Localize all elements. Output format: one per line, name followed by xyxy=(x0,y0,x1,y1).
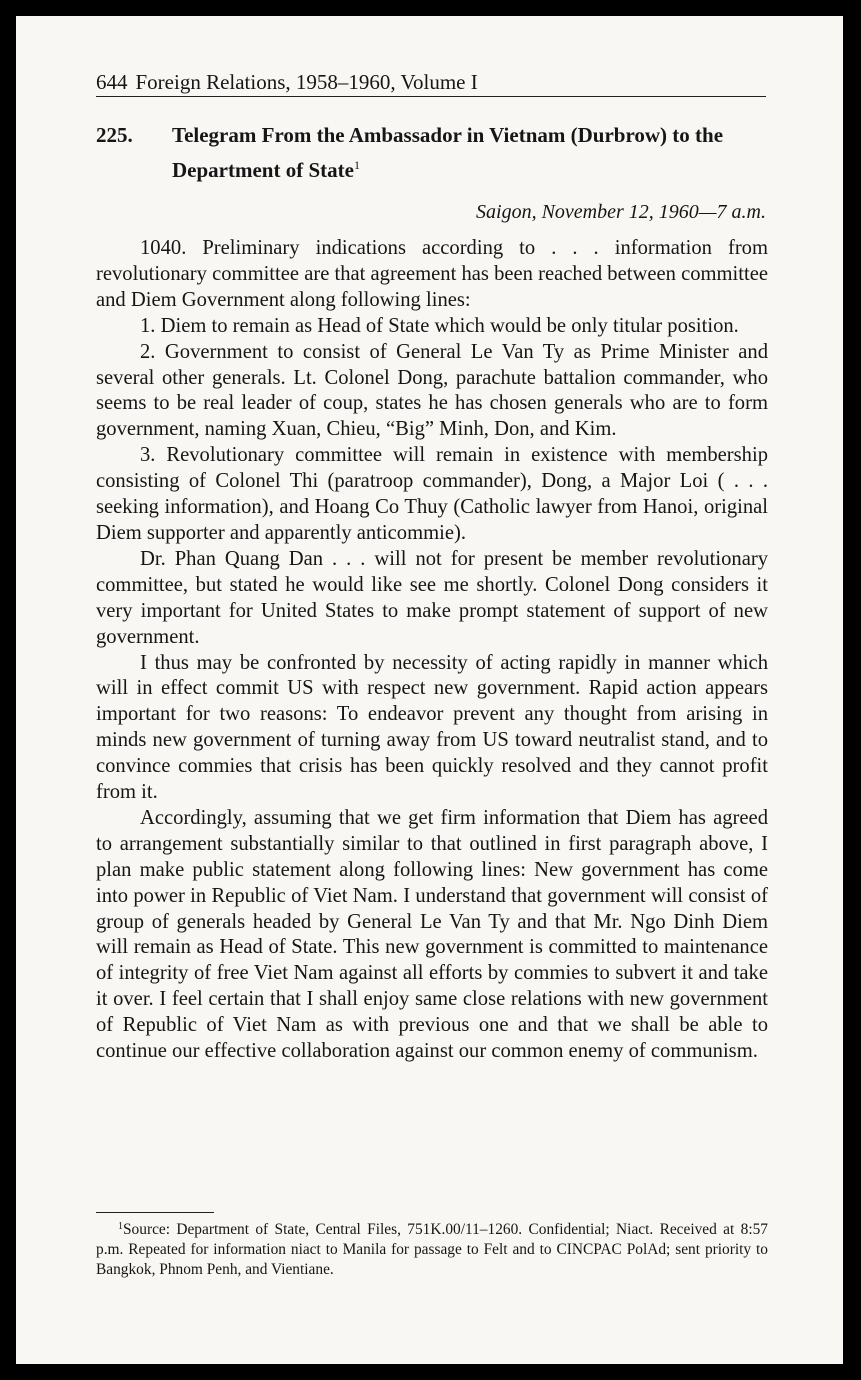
footnote-body: Source: Department of State, Central Files, 751K.00/11–1260. Confidential; Niact. Received at 8:57 p.m. Repeated for information niact to Manila for passage to Felt and to CINCPAC PolAd; sent priority to Bangkok, Phnom Penh, and Vientiane. xyxy=(96,1221,768,1278)
body-paragraph: 3. Revolutionary committee will remain in existence with membership consisting of Colonel Thi (paratroop commander), Dong, a Major Loi ( . . . seeking information), and Hoang Co Thuy (Catholic lawyer from Hanoi, original Diem supporter and apparently anticommie). xyxy=(96,444,768,544)
document-title xyxy=(172,120,776,185)
body-paragraph: Accordingly, assuming that we get firm information that Diem has agreed to arrangement substantially similar to that outlined in first paragraph above, I plan make public statement along following lines: New government has come into power in Republic of Viet Nam. I understand that government will consist of group of generals headed by General Le Van Ty and that Mr. Ngo Dinh Diem will remain as Head of State. This new government is committed to maintenance of integrity of free Viet Nam against all efforts by commies to subvert it and take it over. I feel certain that I shall enjoy same close relations with new government of Republic of Viet Nam as with previous one and that we shall be able to continue our effective collaboration against our common enemy of communism. xyxy=(96,806,768,1063)
volume-title: Foreign Relations, 1958–1960, Volume I xyxy=(135,70,478,94)
document-title-text: Telegram From the Ambassador in Vietnam (Durbrow) to the Department of State xyxy=(172,123,724,182)
footnote-divider xyxy=(96,1212,214,1213)
body-paragraph: 2. Government to consist of General Le Van Ty as Prime Minister and several other generals. Lt. Colonel Dong, parachute battalion commander, who seems to be real leader of coup, states he has chosen generals who are to form government, naming Xuan, Chieu, “Big” Minh, Don, and Kim. xyxy=(96,340,768,441)
body-paragraph: 1. Diem to remain as Head of State which would be only titular position. xyxy=(140,314,739,337)
page-number: 644 xyxy=(96,70,128,94)
body-paragraph: I thus may be confronted by necessity of acting rapidly in manner which will in effect commit US with respect new government. Rapid action appears important for two reasons: To endeavor prevent any thought from arising in minds new government of turning away from US toward neutralist stand, and to convince commies that crisis has been quickly resolved and they cannot profit from it. xyxy=(96,651,768,804)
running-header xyxy=(96,68,766,97)
body-paragraph: Dr. Phan Quang Dan . . . will not for present be member revolutionary committee, but stated he would like see me shortly. Colonel Dong considers it very important for United States to make prompt statement of support of new government. xyxy=(96,547,768,648)
document-page xyxy=(16,16,843,1364)
telegram-body xyxy=(96,236,768,1065)
footnote-marker: 1 xyxy=(118,1221,123,1232)
footnote xyxy=(96,1217,768,1280)
dateline: Saigon, November 12, 1960—7 a.m. xyxy=(476,201,766,223)
body-paragraph: 1040. Preliminary indications according to . . . information from revolutionary committee are that agreement has been reached between committee and Diem Government along following lines: xyxy=(96,237,768,311)
document-number: 225. xyxy=(96,123,133,147)
footnote-text xyxy=(96,1217,768,1280)
document-heading xyxy=(96,120,776,185)
title-footnote-marker: 1 xyxy=(353,158,360,172)
